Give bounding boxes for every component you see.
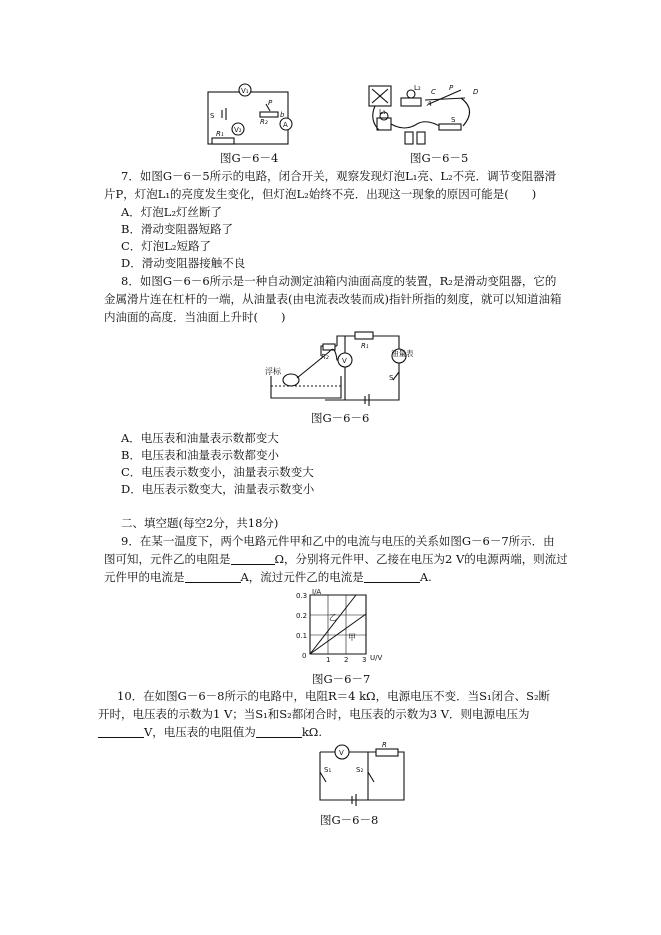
q9-line-3-part-c: A.: [419, 570, 432, 584]
fig4-p-label: P: [268, 99, 273, 107]
fig5-caption: 图G－6－5: [410, 151, 469, 165]
fig5-c-label: C: [431, 88, 436, 96]
figure-g-6-8: [312, 742, 412, 808]
fig7-ylabel: I/A: [312, 588, 322, 596]
fig6-float-label: 浮标: [265, 367, 281, 376]
fig7-xtick-2: 2: [344, 656, 349, 664]
fig6-s-label: S: [389, 374, 394, 382]
q9-line-2: [104, 551, 568, 567]
figure-g-6-4: [200, 80, 300, 150]
fig4-b-label: b: [280, 111, 285, 119]
q7-option-c: C．灯泡L₂短路了: [121, 239, 212, 253]
q9-blank-2[interactable]: [185, 570, 241, 583]
fig8-s1-label: S₁: [324, 766, 332, 774]
fig5-l2-label: L₂: [414, 84, 421, 92]
q9-line-3: [104, 569, 432, 585]
fig7-xtick-1: 1: [326, 656, 331, 664]
q10-line-2: 开时，电压表的示数为1 V；当S₁和S₂都闭合时，电压表的示数为3 V．则电源电压为: [98, 707, 530, 721]
q10-blank-1[interactable]: [98, 725, 144, 738]
fig6-r1-label: R₁: [361, 342, 369, 350]
fig4-v2-label: V₂: [234, 126, 242, 134]
q7-option-a: A．灯泡L₂灯丝断了: [121, 205, 223, 219]
fig7-caption: 图G－6－7: [312, 672, 371, 686]
fig7-ytick-0: 0.3: [296, 592, 308, 600]
fig4-r2-label: R₂: [260, 118, 268, 126]
q9-line-1: 9．在某一温度下，两个电路元件甲和乙中的电流与电压的关系如图G－6－7所示．由: [121, 534, 555, 548]
fig5-s-label: S: [451, 116, 456, 124]
q10-line-1: 10．在如图G－6－8所示的电路中，电阻R＝4 kΩ，电源电压不变．当S₁闭合、S₂断: [117, 689, 551, 703]
q7-line-1: 7．如图G－6－5所示的电路，闭合开关，观察发现灯泡L₁亮、L₂不亮．调节变阻器滑: [121, 169, 557, 183]
figure-g-6-7: [296, 588, 396, 664]
fig7-ytick-3: 0: [302, 652, 307, 660]
q9-blank-1[interactable]: [231, 552, 275, 565]
fig7-xlabel: U/V: [370, 654, 383, 662]
q9-line-2-part-a: 图可知，元件乙的电阻是: [104, 552, 231, 566]
fig8-s2-label: S₂: [356, 766, 364, 774]
q9-line-3-part-a: 元件甲的电流是: [104, 570, 185, 584]
q7-option-b: B．滑动变阻器短路了: [121, 222, 233, 236]
fig8-v-label: V: [339, 749, 344, 757]
fig8-r-label: R: [382, 741, 387, 749]
q8-option-d: D．电压表示数变大，油量表示数变小: [121, 482, 315, 496]
fig6-gauge-label: 油量表: [391, 349, 414, 358]
fig7-xtick-3: 3: [362, 656, 367, 664]
q8-line-2: 金属滑片连在杠杆的一端，从油量表(由电流表改装而成)指针所指的刻度，就可以知道油箱: [104, 292, 562, 306]
fig4-r1-label: R₁: [216, 130, 224, 138]
fig5-a-label: A: [427, 100, 432, 108]
q8-option-a: A．电压表和油量表示数都变大: [121, 431, 279, 445]
fig6-v-label: V: [342, 357, 347, 365]
fig5-p-label: P: [449, 84, 454, 92]
q7-option-d: D．滑动变阻器接触不良: [121, 256, 246, 270]
q8-line-1: 8．如图G－6－6所示是一种自动测定油箱内油面高度的装置，R₂是滑动变阻器，它的: [121, 274, 557, 288]
fig5-d-label: D: [473, 88, 479, 96]
fig6-r2-label: R₂: [321, 353, 329, 361]
fig7-ytick-1: 0.2: [296, 612, 308, 620]
q10-line-3: [98, 724, 322, 740]
q9-blank-3[interactable]: [364, 570, 420, 583]
fig5-l1-label: L₁: [379, 108, 386, 116]
q10-blank-2[interactable]: [256, 725, 302, 738]
fig7-series-yi: 乙: [329, 613, 337, 622]
q8-option-b: B．电压表和油量表示数都变小: [121, 448, 279, 462]
fig6-caption: 图G－6－6: [311, 411, 370, 425]
section-2-title: 二、填空题(每空2分，共18分): [121, 516, 279, 530]
fig4-caption: 图G－6－4: [220, 151, 279, 165]
fig7-series-jia: 甲: [348, 633, 356, 642]
fig4-a-label: A: [283, 121, 288, 129]
fig8-caption: 图G－6－8: [320, 813, 379, 827]
figure-g-6-6: [265, 330, 420, 410]
fig4-v1-label: V₁: [241, 87, 249, 95]
q8-line-3: 内油面的高度．当油面上升时( ): [104, 310, 286, 324]
fig7-ytick-2: 0.1: [296, 632, 308, 640]
q7-line-2: 片P，灯泡L₁的亮度发生变化，但灯泡L₂始终不亮．出现这一现象的原因可能是( ): [104, 187, 537, 201]
q9-line-2-part-b: Ω，分别将元件甲、乙接在电压为2 V的电源两端，则流过: [274, 552, 568, 566]
figure-g-6-5: [365, 80, 485, 150]
q10-line-3-part-b: kΩ.: [301, 725, 322, 739]
q10-line-3-part-a: V，电压表的电阻值为: [144, 725, 256, 739]
q9-line-3-part-b: A，流过元件乙的电流是: [240, 570, 364, 584]
fig4-s-label: S: [210, 112, 215, 120]
q8-option-c: C．电压表示数变小，油量表示数变大: [121, 465, 314, 479]
